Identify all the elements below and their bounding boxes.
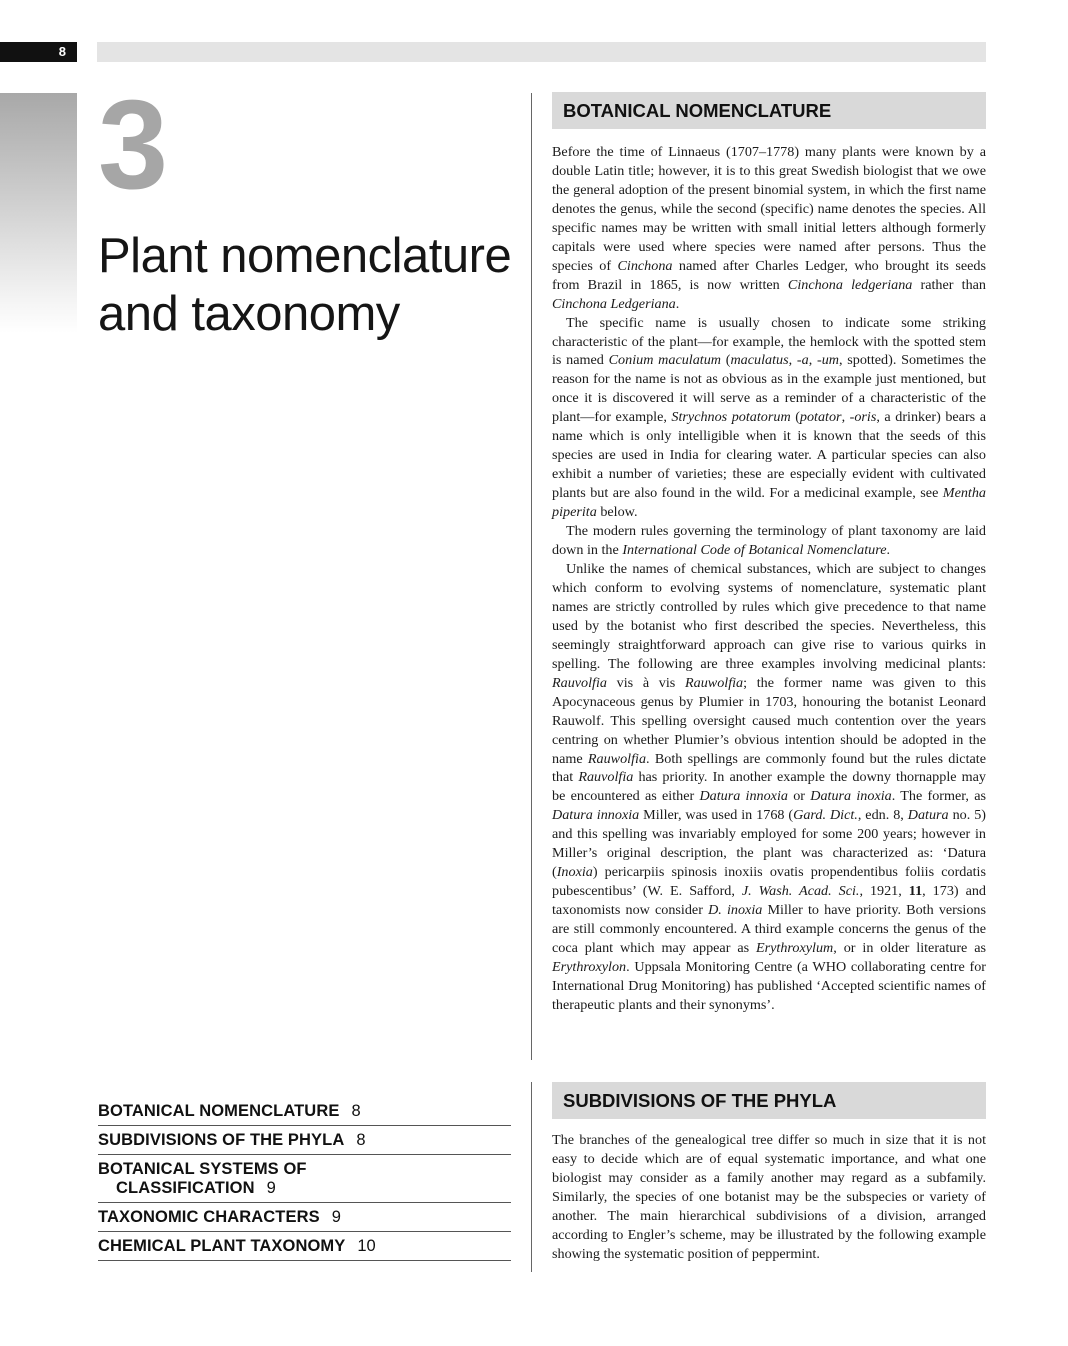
italic-text: Mentha piperita — [552, 485, 986, 521]
italic-text: Conium maculatum — [608, 352, 721, 369]
chapter-title — [98, 227, 528, 343]
toc-item-page: 8 — [356, 1131, 366, 1149]
bold-text: 11 — [908, 883, 923, 900]
section-body-botanical-nomenclature — [552, 143, 986, 1015]
italic-text: potator — [799, 409, 842, 426]
text-run: no. 5) and this spelling was invariably employed for some 200 years; however in Miller’s original description, the plant was characterized as: ‘Datura ( — [552, 807, 986, 881]
italic-text: Cinchona ledgeriana — [787, 276, 913, 293]
italic-text: -um — [816, 352, 839, 369]
text-run: , edn. 8, — [857, 807, 908, 824]
text-run: . — [886, 542, 891, 559]
text-run: has priority. In another example the downy thornapple may be encountered as either — [552, 769, 986, 805]
text-run: Miller, was used in 1768 ( — [639, 807, 794, 824]
page-number: 8 — [0, 42, 77, 62]
toc-item-title: BOTANICAL SYSTEMS OF — [98, 1160, 307, 1178]
italic-text: Rauvolfia — [578, 769, 634, 786]
text-run: . — [675, 295, 680, 312]
italic-text: -oris — [849, 409, 877, 426]
chapter-number: 3 — [98, 74, 167, 215]
text-run: , 173) and taxonomists now consider — [552, 883, 986, 919]
italic-text: -a — [796, 352, 809, 369]
italic-text: Datura inoxia — [810, 788, 892, 805]
paragraph: The branches of the genealogical tree differ so much in size that it is not easy to decide which are of equal systematic importance, and what one biologist may consider as a family another may regard as a subfamily. Similarly, the species of one botanist may be the subspecies or variety of another. The main hierarchical subdivisions of a division, arranged according to Engler’s scheme, may be illustrated by the following example showing the systematic position of peppermint. — [552, 1132, 986, 1262]
paragraph — [552, 522, 986, 560]
toc-item-title: SUBDIVISIONS OF THE PHYLA — [98, 1131, 345, 1149]
text-run: or — [787, 788, 811, 805]
italic-text: maculatus — [730, 352, 789, 369]
text-run: , or in older literature as — [833, 940, 986, 957]
italic-text: Strychnos potatorum — [671, 409, 791, 426]
italic-text: J. Wash. Acad. Sci. — [741, 883, 860, 900]
italic-text: Cinchona — [617, 257, 673, 274]
section-heading-botanical-nomenclature: BOTANICAL NOMENCLATURE — [552, 92, 986, 129]
paragraph — [552, 143, 986, 314]
text-run: , — [808, 352, 817, 369]
italic-text: Erythroxylon — [552, 958, 627, 975]
text-run: below. — [596, 504, 638, 521]
toc-item-title: BOTANICAL NOMENCLATURE — [98, 1102, 340, 1120]
text-run: rather than — [912, 276, 987, 293]
italic-text: Gard. Dict. — [793, 807, 858, 824]
paragraph — [552, 314, 986, 522]
italic-text: Datura — [907, 807, 949, 824]
chapter-title-line-2: and taxonomy — [98, 287, 400, 341]
chapter-title-line-1: Plant nomenclature — [98, 229, 512, 283]
toc-item-title: TAXONOMIC CHARACTERS — [98, 1208, 320, 1226]
toc-item-page: 9 — [266, 1179, 276, 1197]
text-run: ( — [790, 409, 800, 426]
italic-text: Inoxia — [556, 864, 593, 881]
toc-item-page: 10 — [357, 1237, 376, 1255]
italic-text: Datura innoxia — [699, 788, 788, 805]
text-run: ( — [721, 352, 731, 369]
section-heading-subdivisions-of-the-phyla: SUBDIVISIONS OF THE PHYLA — [552, 1082, 986, 1119]
toc-item[interactable] — [98, 1203, 511, 1232]
toc-item-page: 9 — [331, 1208, 341, 1226]
italic-text: Datura innoxia — [552, 807, 640, 824]
text-run: ) pericarpiis spinosis inoxiis ovatis propendentibus foliis cordatis pubescentibus’ (W. E. Safford, — [552, 864, 986, 900]
toc-item-title: CHEMICAL PLANT TAXONOMY — [98, 1237, 346, 1255]
italic-text: Rauwolfia — [587, 750, 647, 767]
text-run: Unlike the names of chemical substances, which are subject to changes which conform to evolving systems of nomenclature, systematic plant names are strictly controlled by rules which give precedence to that name used by the botanist who first described the species. Nevertheless, this seemingly straightforward approach can give rise to various quirks in spelling. The following are three examples involving medicinal plants: — [552, 560, 986, 672]
chapter-contents — [98, 1097, 511, 1261]
toc-item[interactable] — [98, 1097, 511, 1126]
text-run: , — [841, 409, 850, 426]
text-run: . Uppsala Monitoring Centre (a WHO collaborating centre for International Drug Monitoring) has published ‘Accepted scientific names of therapeutic plants and their synonyms’. — [552, 958, 986, 1013]
text-run: ; the former name was given to this Apocynaceous genus by Plumier in 1703, honouring the botanist Leonard Rauwolf. This spelling oversight caused much contention over the years centring on whether Plumier’s obvious intention should be adopted in the name — [552, 674, 987, 767]
chapter-side-gradient — [0, 93, 77, 333]
italic-text: Rauvolfia — [552, 674, 607, 691]
italic-text: Cinchona Ledgeriana — [552, 295, 676, 312]
text-run: named after Charles Ledger, who brought its seeds from Brazil in 1865, is now written — [552, 257, 986, 293]
toc-item[interactable] — [98, 1126, 511, 1155]
toc-item-title-cont: CLASSIFICATION — [116, 1179, 255, 1197]
paragraph — [552, 560, 986, 1015]
column-divider — [531, 1082, 532, 1272]
text-run: Before the time of Linnaeus (1707–1778) many plants were known by a double Latin title; however, it is to this great Swedish biologist that we owe the general adoption of the present binomial system, in which the first name denotes the genus, while the second (specific) name denotes the species. All specific names may be written with small initial letters although formerly capitals were used where species were named after persons. Thus the species of — [552, 144, 986, 274]
toc-item-page: 8 — [351, 1102, 361, 1120]
header-bar — [97, 42, 986, 62]
text-run: , — [788, 352, 797, 369]
text-run: . The former, as — [891, 788, 986, 805]
text-run: , 1921, — [859, 883, 909, 900]
column-divider — [531, 93, 532, 1060]
toc-item[interactable] — [98, 1232, 511, 1261]
text-run: Miller to have priority. Both versions are still commonly encountered. A third example concerns the genus of the coca plant which may appear as — [552, 902, 986, 957]
text-run: . Both spellings are commonly found but the rules dictate that — [552, 750, 986, 786]
section-body-subdivisions-of-the-phyla — [552, 1131, 986, 1264]
text-run: The modern rules governing the terminology of plant taxonomy are laid down in the — [552, 523, 986, 559]
text-run: The specific name is usually chosen to indicate some striking characteristic of the plant—for example, the hemlock with the spotted stem is named — [552, 314, 986, 369]
italic-text: Rauwolfia — [684, 674, 744, 691]
text-run: , a drinker) bears a name which is only intelligible when it is known that the seeds of this species are used in India for clearing water. A particular species can also exhibit a number of varieties; these are especially evident with cultivated plants but are also found in the wild. For a medicinal example, see — [552, 409, 986, 502]
toc-item[interactable] — [98, 1155, 511, 1203]
text-run: , spotted). Sometimes the reason for the name is not as obvious as in the example just mentioned, but once it is discovered it will serve as a reminder of a characteristic of the plant—for example, — [552, 352, 986, 426]
italic-text: D. inoxia — [708, 902, 763, 919]
text-run: vis à vis — [606, 674, 685, 691]
italic-text: Erythroxylum — [756, 940, 834, 957]
italic-text: International Code of Botanical Nomenclature — [622, 542, 887, 559]
